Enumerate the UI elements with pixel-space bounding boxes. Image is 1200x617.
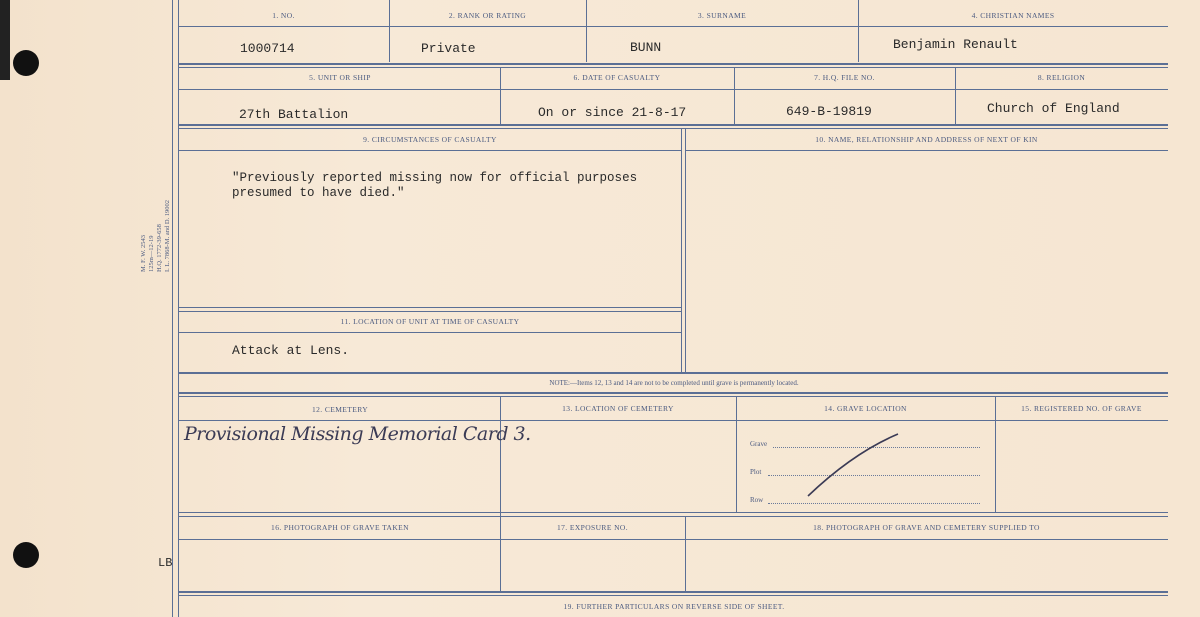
label-grave-location: 14. GRAVE LOCATION [824,404,907,413]
value-location-of-unit: Attack at Lens. [232,343,350,358]
value-unit: 27th Battalion [239,107,349,122]
label-hq-file: 7. H.Q. FILE NO. [814,73,875,82]
value-cemetery-handwritten: Provisional Missing Memorial Card 3. [184,423,531,445]
note-items: NOTE:—Items 12, 13 and 14 are not to be completed until grave is permanently located. [549,379,799,387]
punch-hole-bottom [13,542,39,568]
value-religion: Church of England [987,101,1120,116]
label-date: 6. DATE OF CASUALTY [573,73,661,82]
label-exposure-no: 17. EXPOSURE NO. [557,523,628,532]
label-no: 1. NO. [272,11,295,20]
label-christian-names: 4. CHRISTIAN NAMES [971,11,1055,20]
label-row: Row [750,496,764,504]
label-registered-no: 15. REGISTERED NO. OF GRAVE [1021,404,1142,413]
label-next-of-kin: 10. NAME, RELATIONSHIP AND ADDRESS OF NEXT OF KIN [815,135,1038,144]
value-circumstances-line2: presumed to have died." [232,186,405,200]
left-border [172,0,173,617]
value-circumstances-line1: "Previously reported missing now for official purposes [232,171,638,185]
label-unit: 5. UNIT OR SHIP [309,73,371,82]
label-circumstances: 9. CIRCUMSTANCES OF CASUALTY [363,135,497,144]
value-hq-file: 649-B-19819 [786,104,872,119]
label-grave: Grave [750,440,768,448]
form-reference-text: M. F. W. 2543 125m—12-19 H.Q. 1772-39-658 I. L. 7868-M. and D. 19002 [140,199,171,272]
label-rank: 2. RANK OR RATING [448,11,527,20]
label-photo-taken: 16. PHOTOGRAPH OF GRAVE TAKEN [271,523,409,532]
row1-divider [178,26,1168,27]
label-surname: 3. SURNAME [697,11,747,20]
value-rank: Private [421,41,476,56]
value-no: 1000714 [240,41,295,56]
label-location-of-unit: 11. LOCATION OF UNIT AT TIME OF CASUALTY [340,317,520,326]
label-plot: Plot [750,468,762,476]
left-border-inner [178,0,179,617]
value-date: On or since 21-8-17 [538,105,687,120]
punch-hole-top [13,50,39,76]
card-edge-shadow [0,0,10,80]
value-surname: BUNN [630,40,662,55]
handwritten-dash-mark [800,430,910,500]
label-further-particulars: 19. FURTHER PARTICULARS ON REVERSE SIDE OF SHEET. [563,602,785,611]
label-photo-supplied: 18. PHOTOGRAPH OF GRAVE AND CEMETERY SUPPLIED TO [813,523,1040,532]
label-location-of-cemetery: 13. LOCATION OF CEMETERY [562,404,674,413]
label-cemetery: 12. CEMETERY [311,405,369,414]
label-religion: 8. RELIGION [1037,73,1086,82]
stamp-lb: LB [158,556,173,570]
value-christian-names: Benjamin Renault [893,37,1018,52]
